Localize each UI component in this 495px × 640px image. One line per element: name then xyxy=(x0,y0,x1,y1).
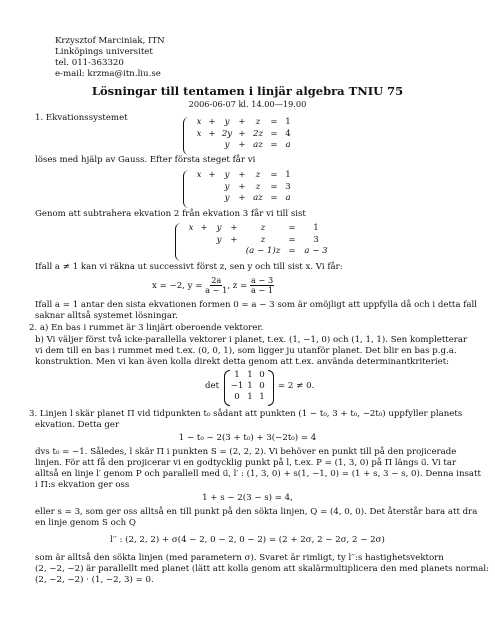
matrix-right-paren xyxy=(268,370,274,406)
case-a-not-1-text: Ifall a ≠ 1 kan vi räkna ut successivt först z, sen y och till sist x. Vi får: xyxy=(35,262,343,272)
equation-term: (a − 1)z xyxy=(245,246,281,256)
equation-term: + xyxy=(230,234,238,245)
equation-term: y xyxy=(216,234,222,245)
equation-t0: 1 − t₀ − 2(3 + t₀) + 3(−2t₀) = 4 xyxy=(178,433,317,443)
equation-term: z xyxy=(255,181,261,192)
equation-term xyxy=(185,246,197,258)
equation-term: y xyxy=(224,181,230,192)
equation-term: az xyxy=(253,140,263,150)
university-name: Linköpings universitet xyxy=(55,47,153,57)
equation-term: = xyxy=(288,223,296,233)
matrix-entry: −1 xyxy=(230,381,244,391)
problem-2a: 2. a) En bas i rummet är 3 linjärt oberoende vektorer. xyxy=(29,323,264,333)
equation-term: y xyxy=(224,170,230,180)
matrix-entry: 0 xyxy=(259,381,265,391)
equation-term: 4 xyxy=(285,128,291,139)
equation-term xyxy=(211,246,227,258)
problem-3-line6: i Π:s ekvation ger oss xyxy=(35,480,130,490)
equation-term: = xyxy=(270,140,278,150)
equation-s: 1 + s − 2(3 − s) = 4, xyxy=(202,493,293,503)
equation-term: = xyxy=(270,181,278,192)
matrix-entry: 1 xyxy=(259,392,265,402)
equation-term: 2y xyxy=(221,128,233,139)
problem-3-line7: eller s = 3, som ger oss alltså en till punkt på den sökta linjen, Q = (4, 0, 0). Det återstår bara att dra xyxy=(35,507,478,517)
equation-term: z xyxy=(255,170,261,180)
problem-2b-line1: b) Vi väljer först två icke-parallella vektorer i planet, t.ex. (1, −1, 0) och (1, 1, 1). Sen kompletterar xyxy=(35,335,468,345)
equation-term: x xyxy=(188,223,194,233)
subtract-text: Genom att subtrahera ekvation 2 från ekvation 3 får vi till sist xyxy=(35,209,306,219)
solution-y-fraction: $\frac{2a}{a - 1}$ xyxy=(205,275,228,295)
gauss-text: löses med hjälp av Gauss. Efter första steget får vi xyxy=(35,155,256,165)
equation-term: = xyxy=(270,193,278,203)
equation-term: + xyxy=(238,117,246,127)
equation-term: + xyxy=(208,117,216,127)
problem-3-line1: 3. Linjen l skär planet Π vid tidpunkten t₀ sådant att punkten (1 − t₀, 3 + t₀, −2t₀) uppfyller planets xyxy=(29,409,463,419)
equation-term: + xyxy=(238,140,246,150)
equation-term: 2z xyxy=(253,128,263,139)
equation-term: x xyxy=(196,128,202,139)
equation-system-2 xyxy=(193,170,295,205)
equation-term xyxy=(193,182,205,194)
equation-term xyxy=(185,235,197,247)
equation-term: z xyxy=(260,223,266,233)
solution-line: x = −2, y = $\frac{2a}{a - 1}$ , z = $\frac{a - 3}{a - 1}$ xyxy=(152,275,274,295)
equation-term: az xyxy=(253,193,263,203)
equation-term: a xyxy=(285,193,291,203)
case-a-1-text-cont: saknar alltså systemet lösningar. xyxy=(35,311,178,321)
equation-term: x xyxy=(196,170,202,180)
equation-term: + xyxy=(208,170,216,180)
problem-1-label: 1. Ekvationssystemet xyxy=(35,113,128,123)
equation-term: = xyxy=(270,117,278,127)
equation-term: + xyxy=(238,181,246,192)
equation-term: y xyxy=(224,117,230,127)
equation-system-1 xyxy=(193,117,295,152)
equation-term: 1 xyxy=(313,223,319,233)
author-name: Krzysztof Marciniak, ITN xyxy=(55,36,165,46)
equation-term: 3 xyxy=(285,181,291,192)
equation-term: y xyxy=(224,193,230,203)
equation-term: + xyxy=(230,223,238,233)
equation-term: a xyxy=(285,140,291,150)
phone-number: tel. 011-363320 xyxy=(55,58,124,68)
equation-term: + xyxy=(238,193,246,203)
matrix-entry: 1 xyxy=(234,370,240,380)
equation-term xyxy=(205,182,219,194)
equation-term xyxy=(197,235,211,247)
matrix-entry: 1 xyxy=(247,381,253,391)
problem-3-line8: en linje genom S och Q xyxy=(35,518,136,528)
equation-term: + xyxy=(200,223,208,233)
equation-term: = xyxy=(288,234,296,245)
email-address: e-mail: krzma@itn.liu.se xyxy=(55,69,161,79)
determinant-matrix xyxy=(230,370,268,403)
equation-term: + xyxy=(238,128,246,139)
matrix-entry: 0 xyxy=(234,392,240,402)
equation-term xyxy=(193,140,205,152)
document-title: Lösningar till tentamen i linjär algebra TNIU 75 xyxy=(91,84,404,98)
equation-term xyxy=(205,140,219,152)
equation-term: 1 xyxy=(285,117,291,127)
equation-term: + xyxy=(208,128,216,139)
problem-3-line2: ekvation. Detta ger xyxy=(35,420,120,430)
equation-term: 1 xyxy=(285,170,291,180)
problem-2b-line2: vi dem till en bas i rummet med t.ex. (0, 0, 1), som ligger ju utanför planet. Det blir en bas p.g.a. xyxy=(35,346,457,356)
equation-term: a − 3 xyxy=(304,246,328,256)
equation-term: z xyxy=(260,234,266,245)
equation-term: z xyxy=(255,117,261,127)
equation-term: x xyxy=(196,117,202,127)
solution-z-fraction: $\frac{a - 3}{a - 1}$ xyxy=(251,275,274,295)
problem-3-line3: dvs t₀ = −1. Således, l skär Π i punkten S = (2, 2, 2). Vi behöver en punkt till på den projicerade xyxy=(35,447,457,457)
problem-2b-line3: konstruktion. Men vi kan även kolla direkt detta genom att t.ex. använda determinantkriteriet: xyxy=(35,357,450,367)
problem-3-line11: (2, −2, −2) · (1, −2, 3) = 0. xyxy=(35,575,154,585)
equation-term: y xyxy=(224,140,230,150)
equation-term: = xyxy=(288,246,296,256)
matrix-entry: 0 xyxy=(259,370,265,380)
problem-3-line5: alltså en linje l′ genom P och parallell med u⃗, l′ : (1, 3, 0) + s(1, −1, 0) = (1 + s, 3 − s, 0). Denna insatt xyxy=(35,469,481,479)
equation-term xyxy=(205,193,219,205)
equation-term xyxy=(197,246,211,258)
equation-line-l2: l′′ : (2, 2, 2) + σ(4 − 2, 0 − 2, 0 − 2) = (2 + 2σ, 2 − 2σ, 2 − 2σ) xyxy=(110,535,385,545)
exam-date: 2006-06-07 kl. 14.00—19.00 xyxy=(188,99,307,109)
problem-3-line10: (2, −2, −2) är parallellt med planet (lätt att kolla genom att skalärmultiplicera den med planets normal: xyxy=(35,564,490,574)
equation-term: + xyxy=(238,170,246,180)
matrix-entry: 1 xyxy=(247,392,253,402)
case-a-1-text: Ifall a = 1 antar den sista ekvationen formen 0 = a − 3 som är omöjligt att uppfylla då och i detta fall xyxy=(35,300,478,310)
equation-term: = xyxy=(270,170,278,180)
equation-term: 3 xyxy=(313,234,319,245)
det-label: det xyxy=(205,381,220,391)
det-result: = 2 ≠ 0. xyxy=(278,381,315,391)
system-2-brace xyxy=(183,170,190,208)
equation-term xyxy=(193,193,205,205)
equation-term: y xyxy=(216,223,222,233)
system-1-brace xyxy=(183,117,190,155)
equation-term: = xyxy=(270,128,278,139)
solution-x: x = −2, y = xyxy=(152,281,203,291)
equation-term xyxy=(227,246,241,258)
matrix-entry: 1 xyxy=(247,370,253,380)
equation-system-3 xyxy=(185,223,333,258)
system-3-brace xyxy=(175,223,182,261)
problem-3-line9: som är alltså den sökta linjen (med parametern σ). Svaret är rimligt, ty l′′:s hastighetsvektorn xyxy=(35,553,444,563)
problem-3-line4: linjen. För att få den projicerar vi en godtycklig punkt på l, t.ex. P = (1, 3, 0) på Π längs u⃗. Vi tar xyxy=(35,458,457,468)
